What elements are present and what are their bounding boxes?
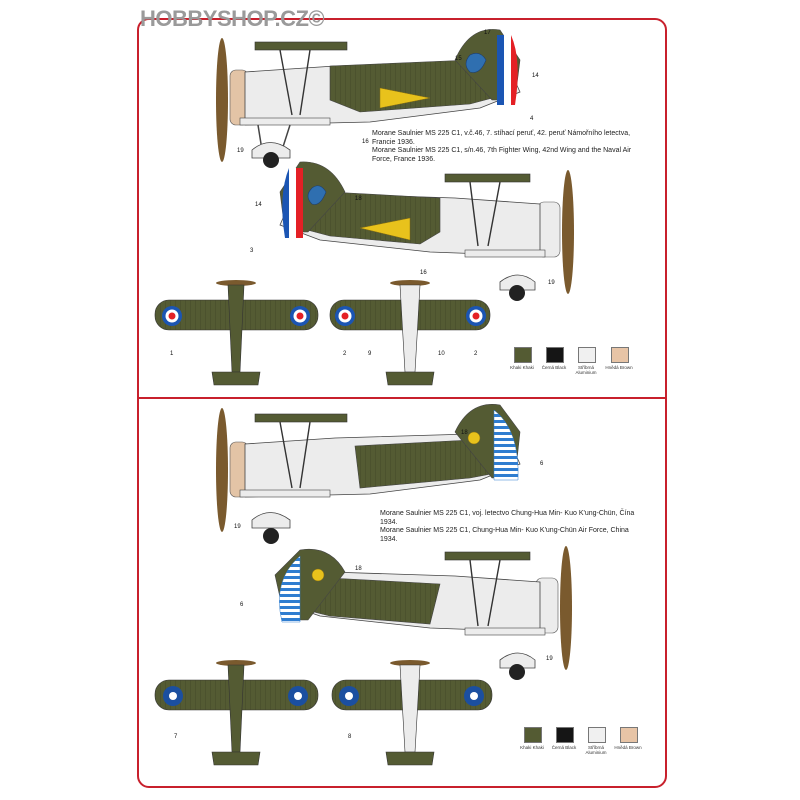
swatch-label: Hnědá Brown (605, 365, 633, 370)
caption-english: Morane Saulnier MS 225 C1, Chung-Hua Min- Kuo K'ung-Chün Air Force, China 1934. (380, 527, 629, 543)
callout: 19 (234, 524, 241, 530)
fuselage (400, 665, 420, 752)
roundel-right (290, 306, 310, 326)
rudder-red (296, 168, 303, 238)
callout: 19 (546, 656, 553, 662)
callout: 14 (255, 202, 262, 208)
swatch-aluminium (578, 347, 596, 363)
callout: 16 (420, 270, 427, 276)
rudder-blue (282, 168, 289, 238)
rudder-white (504, 35, 511, 105)
top-view-french (155, 280, 318, 385)
tailplane (386, 372, 434, 385)
rudder-red (511, 35, 518, 105)
callout: 15 (455, 56, 462, 62)
lower-wing (465, 250, 545, 257)
swatch-label: Stříbrná Aluminium (575, 365, 597, 375)
callout: 18 (355, 196, 362, 202)
callout: 18 (355, 566, 362, 572)
lower-wing (465, 628, 545, 635)
tailplane (212, 752, 260, 765)
watermark: HOBBYSHOP.CZ© (140, 6, 325, 31)
swatch-label: Stříbrná Aluminium (585, 745, 607, 755)
swatch-aluminium (588, 727, 606, 743)
top-view-china (155, 660, 318, 765)
engine-cowling (538, 202, 560, 257)
callout: 19 (548, 280, 555, 286)
swatch-label: Khaki Khaki (520, 745, 544, 750)
roundel-left (162, 306, 182, 326)
callout: 1 (170, 351, 174, 357)
callout: 18 (461, 430, 468, 436)
swatch-label: Khaki Khaki (510, 365, 534, 370)
upper-wing (255, 414, 347, 422)
propeller (216, 408, 228, 532)
profile-french-right (280, 162, 574, 301)
bottom-view-china (332, 660, 492, 765)
callout: 8 (348, 734, 352, 740)
caption-english: Morane Saulnier MS 225 C1, s/n.46, 7th Fighter Wing, 42nd Wing and the Naval Air Force, France 1936. (372, 147, 632, 163)
upper-wing (445, 552, 530, 560)
wheel-spat (252, 513, 290, 529)
callout: 14 (532, 73, 539, 79)
swatch-brown (611, 347, 629, 363)
callout: 7 (174, 734, 178, 740)
caption-czech: Morane Saulnier MS 225 C1, voj. letectvo Chung-Hua Min- Kuo K'ung-Chün, Čína 1934. (380, 510, 635, 526)
callout: 19 (237, 148, 244, 154)
roundel-right (464, 686, 484, 706)
wheel (263, 152, 279, 168)
tailplane (386, 752, 434, 765)
callout: 16 (362, 139, 369, 145)
roundel-left (163, 686, 183, 706)
swatch-khaki (524, 727, 542, 743)
tailplane (212, 372, 260, 385)
tail-emblem (312, 569, 324, 581)
profile-china-right (275, 546, 572, 680)
wheel (263, 528, 279, 544)
callout: 4 (530, 116, 534, 122)
callout: 6 (240, 602, 244, 608)
swatch-label: Černá Black (541, 365, 567, 370)
swatch-label: Černá Black (551, 745, 577, 750)
rudder-white (289, 168, 296, 238)
swatch-black (556, 727, 574, 743)
fuselage (228, 665, 244, 752)
swatch-label: Hnědá Brown (614, 745, 642, 750)
fuselage (400, 285, 420, 372)
roundel-right (288, 686, 308, 706)
upper-wing (255, 42, 347, 50)
propeller (560, 546, 572, 670)
bottom-view-french (330, 280, 490, 385)
swatch-khaki (514, 347, 532, 363)
rudder-blue (497, 35, 504, 105)
lower-wing (240, 490, 330, 497)
wheel (509, 664, 525, 680)
propeller (562, 170, 574, 294)
tail-emblem (468, 432, 480, 444)
callout: 6 (540, 461, 544, 467)
caption-section-2 (380, 510, 642, 544)
swatch-black (546, 347, 564, 363)
caption-czech: Morane Saulnier MS 225 C1, v.č.46, 7. stíhací peruť, 42. peruť Námořního letectva, Francie 1936. (372, 130, 631, 146)
wheel (509, 285, 525, 301)
roundel-left (335, 306, 355, 326)
callout: 10 (438, 351, 445, 357)
fuselage (228, 285, 244, 372)
caption-section-1 (372, 130, 632, 164)
lower-wing (240, 118, 330, 125)
callout: 2 (343, 351, 347, 357)
callout: 3 (250, 248, 254, 254)
roundel-right (466, 306, 486, 326)
upper-wing (445, 174, 530, 182)
callout: 17 (484, 30, 491, 36)
callout: 2 (474, 351, 478, 357)
callout: 9 (368, 351, 372, 357)
propeller (216, 38, 228, 162)
swatch-brown (620, 727, 638, 743)
roundel-left (339, 686, 359, 706)
